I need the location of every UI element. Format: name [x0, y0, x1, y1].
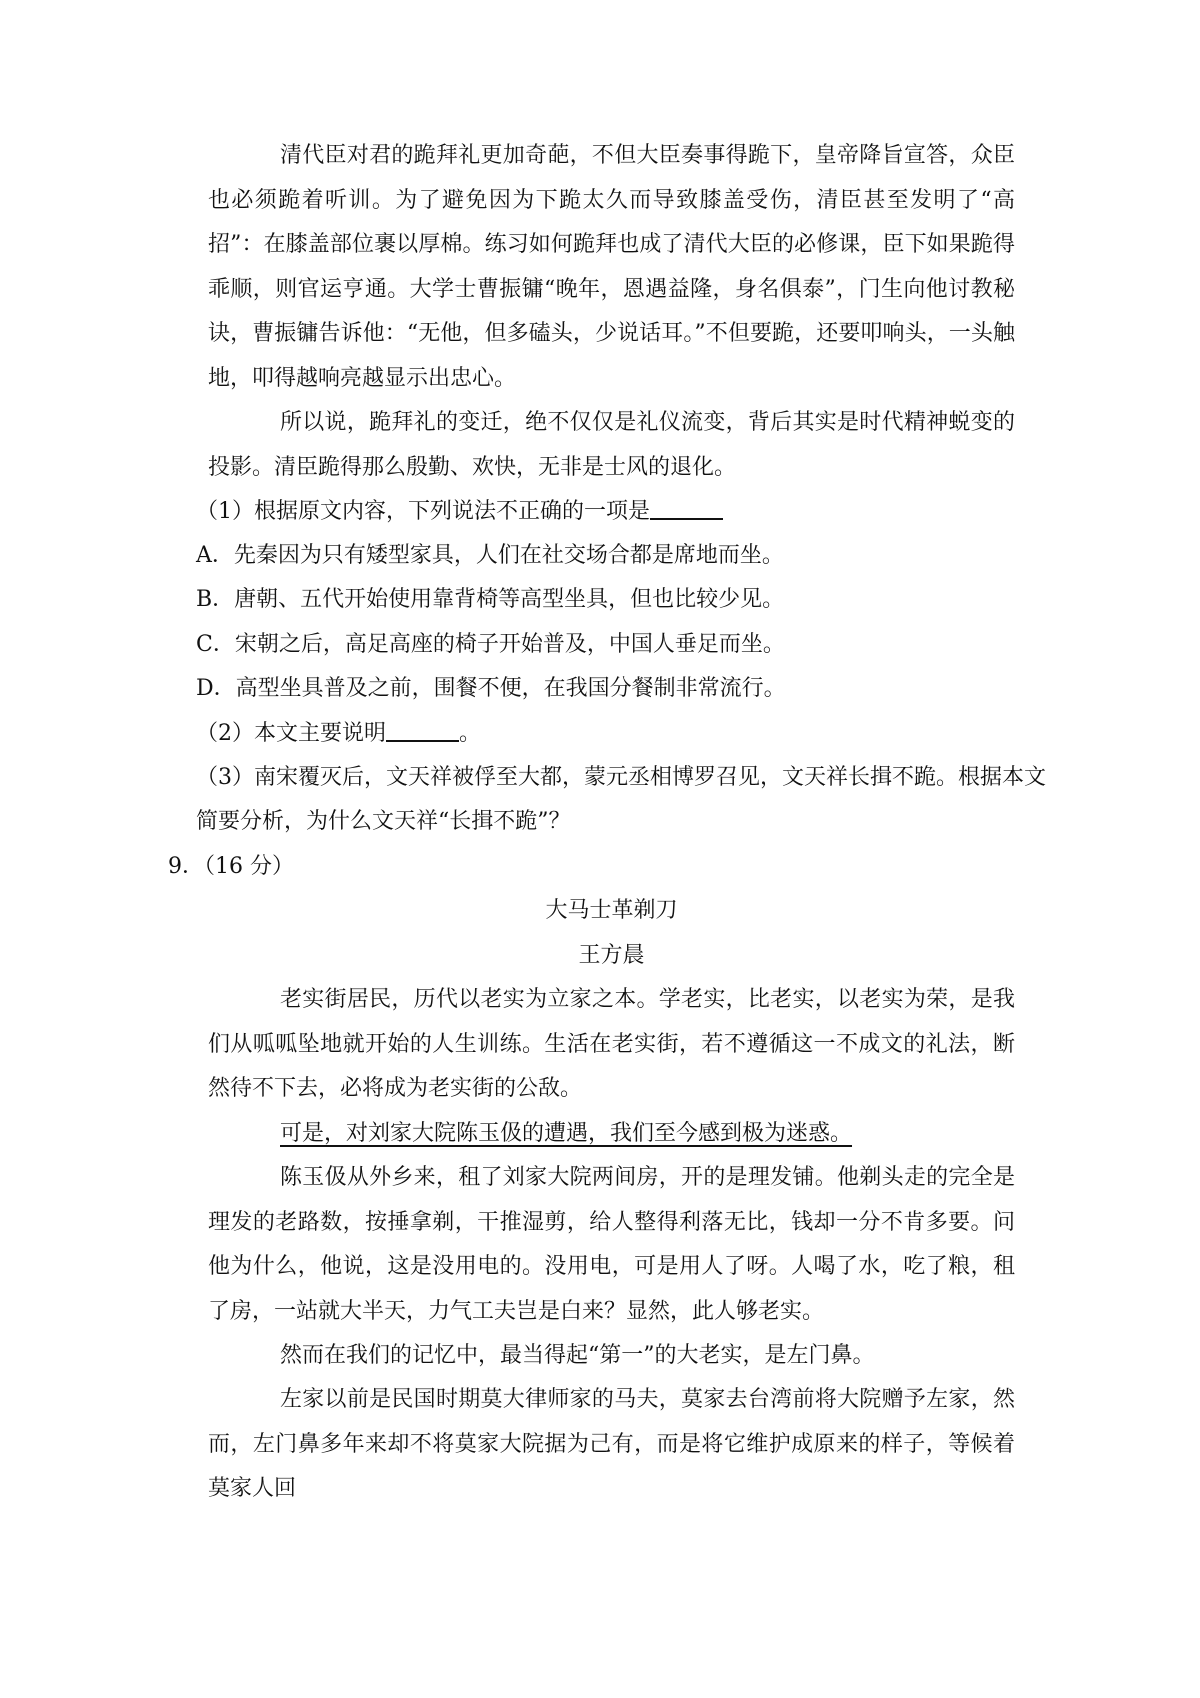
- question-3-line-2: 简要分析，为什么文天祥“长揖不跪”？: [196, 809, 571, 834]
- article-paragraph-1: 老实街居民，历代以老实为立家之本。学老实，比老实，以老实为荣，是我们从呱呱坠地就开始的人生训练。生活在老实街，若不遵循这一不成文的礼法，断然待不下去，必将成为老实街的公敌。: [208, 987, 1015, 1101]
- option-c: C．宋朝之后，高足高座的椅子开始普及，中国人垂足而坐。: [196, 632, 785, 657]
- article-paragraph-5: 左家以前是民国时期莫大律师家的马夫，莫家去台湾前将大院赠予左家，然而，左门鼻多年来却不将莫家大院据为己有，而是将它维护成原来的样子，等候着莫家人回: [208, 1387, 1015, 1501]
- option-b: B．唐朝、五代开始使用靠背椅等高型坐具，但也比较少见。: [196, 587, 785, 612]
- answer-blank-2: [386, 718, 459, 742]
- question-2-text: （2）本文主要说明: [196, 721, 386, 746]
- question-2-end: 。: [459, 721, 482, 746]
- article-author: 王方晨: [578, 943, 645, 968]
- article-paragraph-3: 陈玉伋从外乡来，租了刘家大院两间房，开的是理发铺。他剃头走的完全是理发的老路数，按捶拿剃，干推湿剪，给人整得利落无比，钱却一分不肯多要。问他为什么，他说，这是没用电的。没用电，可是用人了呀。人喝了水，吃了粮，租了房，一站就大半天，力气工夫岂是白来？显然，此人够老实。: [208, 1165, 1015, 1324]
- underlined-sentence: 可是，对刘家大院陈玉伋的遭遇，我们至今感到极为迷惑。: [280, 1121, 853, 1146]
- question-1-text: （1）根据原文内容，下列说法不正确的一项是: [196, 499, 650, 524]
- answer-blank-1: [650, 496, 723, 520]
- option-d: D．高型坐具普及之前，围餐不便，在我国分餐制非常流行。: [196, 676, 786, 701]
- article-title: 大马士革剃刀: [545, 898, 678, 923]
- passage-paragraph-qing-kneeling: 清代臣对君的跪拜礼更加奇葩，不但大臣奏事得跪下，皇帝降旨宣答，众臣也必须跪着听训。为了避免因为下跪太久而导致膝盖受伤，清臣甚至发明了“高招”：在膝盖部位裹以厚棉。练习如何跪拜也成了清代大臣的必修课，臣下如果跪得乖顺，则官运亨通。大学士曹振镛“晚年，恩遇益隆，身名俱泰”，门生向他讨教秘诀，曹振镛告诉他：“无他，但多磕头，少说话耳。”不但要跪，还要叩响头，一头触地，叩得越响亮越显示出忠心。: [208, 143, 1015, 391]
- article-paragraph-4: 然而在我们的记忆中，最当得起“第一”的大老实，是左门鼻。: [280, 1343, 875, 1368]
- article-paragraph-2: [280, 1112, 852, 1157]
- question-2-stem: [196, 712, 481, 757]
- question-3-line-1: （3）南宋覆灭后，文天祥被俘至大都，蒙元丞相博罗召见，文天祥长揖不跪。根据本文: [196, 765, 1046, 790]
- question-1-stem: [196, 490, 723, 535]
- option-a: A．先秦因为只有矮型家具，人们在社交场合都是席地而坐。: [196, 543, 784, 568]
- question-9-header: 9．（16 分）: [168, 854, 294, 879]
- passage-paragraph-conclusion: 所以说，跪拜礼的变迁，绝不仅仅是礼仪流变，背后其实是时代精神蜕变的投影。清臣跪得那么殷勤、欢快，无非是士风的退化。: [208, 410, 1015, 480]
